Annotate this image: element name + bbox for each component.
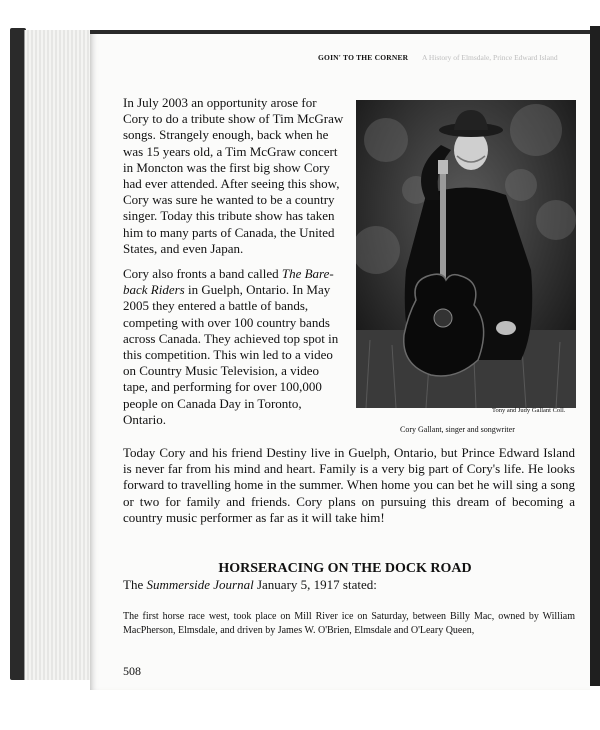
full-width-text xyxy=(123,445,575,526)
paragraph-tribute-show: In July 2003 an opportunity arose for Cory to do a tribute show of Tim McGraw songs. Strangely enough, back when he was 15 years old, a Tim McGraw concert in Moncton was the first big show Cory had ever attended. After seeing this show, Cory was sure he wanted to be a country singer. Today this tribute show has taken him to many parts of Canada, the United States, and even Japan. xyxy=(123,95,344,256)
band-name: The Bare-back Riders xyxy=(123,266,334,298)
photo-caption: Cory Gallant, singer and songwriter xyxy=(400,425,515,434)
section-heading: HORSERACING ON THE DOCK ROAD xyxy=(218,561,472,576)
source-citation: The Summerside Journal January 5, 1917 stated: xyxy=(123,577,377,592)
top-edge-shadow xyxy=(90,30,590,34)
portrait-photo-illustration xyxy=(356,100,576,408)
page-number: 508 xyxy=(123,664,141,678)
book-page-stack xyxy=(24,30,93,680)
photo-credit: Tony and Judy Gallant Coll. xyxy=(492,407,566,414)
newspaper-name: Summerside Journal xyxy=(146,577,254,592)
narrow-text-column xyxy=(123,95,345,437)
paragraph-band: Cory also fronts a band called The Bare-back Riders in Guelph, Ontario. In May 2005 they entered a battle of bands, competing with over 100 country bands across Canada. They achieved top spot in this competition. This win led to a video on Country Music Television, a video tape, and performing for over 100,000 people on Canada Day in Toronto, Ontario. xyxy=(123,266,339,427)
book-cover-edge-right xyxy=(590,26,600,686)
paragraph-destiny: Today Cory and his friend Destiny live in Guelph, Ontario, but Prince Edward Island is never far from his mind and heart. Family is a very big part of Cory's life. He looks forward to travelling home in the summer. When home you can bet he will sing a song or two for family and friends. Cory plans on pursuing this dream of becoming a country music performer as far as it will take him! xyxy=(123,445,575,525)
bleed-through-head: A History of Elmsdale, Prince Edward Island xyxy=(422,53,558,62)
photo-cory-gallant xyxy=(356,100,576,408)
running-head: GOIN' TO THE CORNER xyxy=(318,53,409,62)
quoted-article: The first horse race west, took place on Mill River ice on Saturday, between Billy Mac, owned by William MacPherson, Elmsdale, and driven by James W. O'Brien, Elmsdale and O'Leary Queen, xyxy=(123,611,575,636)
